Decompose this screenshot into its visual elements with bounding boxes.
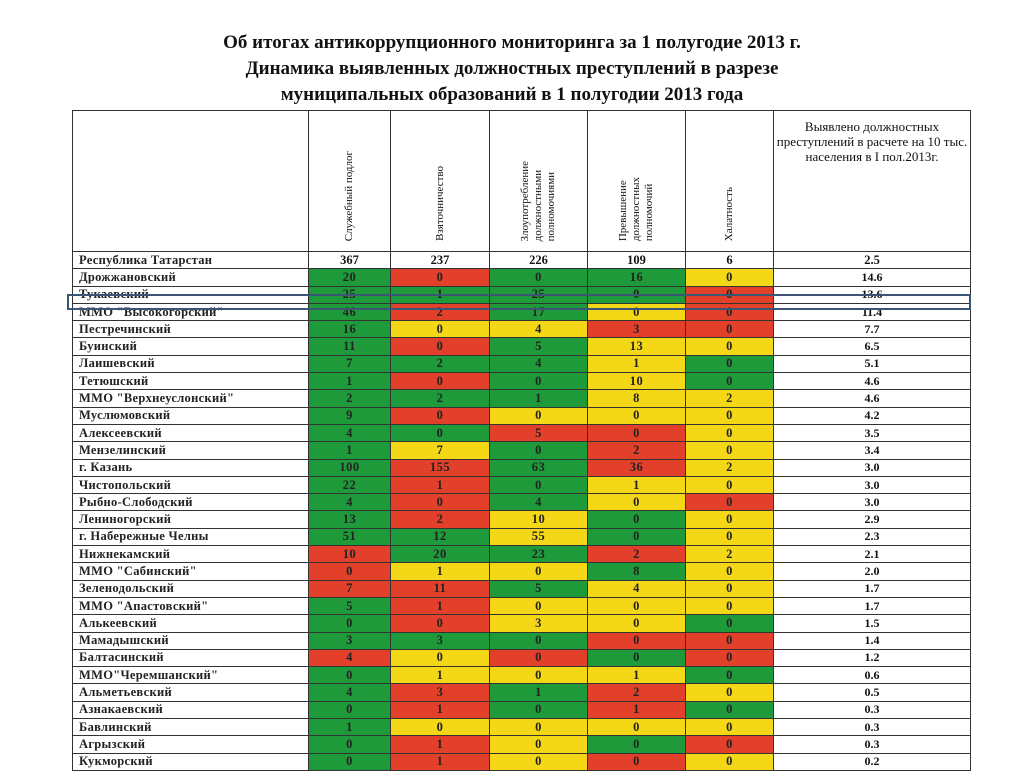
value-cell: 55 [490, 528, 588, 545]
value-cell: 0 [309, 753, 391, 770]
value-cell: 1 [588, 355, 686, 372]
municipality-name: Пестречинский [73, 321, 309, 338]
rate-cell: 1.7 [774, 580, 971, 597]
municipality-name: ММО "Сабинский" [73, 563, 309, 580]
municipality-name: ММО "Апастовский" [73, 597, 309, 614]
value-cell: 0 [490, 476, 588, 493]
municipality-name: ММО"Черемшанский" [73, 667, 309, 684]
value-cell: 1 [391, 476, 490, 493]
value-cell: 0 [309, 736, 391, 753]
value-cell: 0 [391, 719, 490, 736]
value-cell: 63 [490, 459, 588, 476]
table-row [73, 459, 971, 476]
value-cell: 13 [309, 511, 391, 528]
value-cell: 0 [490, 736, 588, 753]
rate-cell: 6.5 [774, 338, 971, 355]
value-cell: 0 [588, 736, 686, 753]
value-cell: 3 [588, 321, 686, 338]
table-row [73, 511, 971, 528]
value-cell: 0 [309, 701, 391, 718]
value-cell: 1 [309, 442, 391, 459]
value-cell: 5 [309, 597, 391, 614]
value-cell: 2 [309, 390, 391, 407]
municipality-name: Агрызский [73, 736, 309, 753]
value-cell: 0 [490, 667, 588, 684]
value-cell: 8 [588, 563, 686, 580]
value-cell: 0 [490, 701, 588, 718]
table-row [73, 563, 971, 580]
municipality-name: Нижнекамский [73, 546, 309, 563]
table-row [73, 442, 971, 459]
value-cell: 0 [686, 684, 774, 701]
rate-cell: 3.4 [774, 442, 971, 459]
municipality-name: Алькеевский [73, 615, 309, 632]
value-cell: 4 [309, 649, 391, 666]
value-cell: 5 [490, 338, 588, 355]
value-cell: 1 [391, 753, 490, 770]
value-cell: 0 [686, 580, 774, 597]
value-cell: 4 [490, 355, 588, 372]
value-cell: 2 [391, 390, 490, 407]
total-value: 367 [309, 252, 391, 269]
monitoring-table [72, 110, 971, 771]
table-row [73, 632, 971, 649]
rate-cell: 7.7 [774, 321, 971, 338]
value-cell: 0 [686, 321, 774, 338]
rate-cell: 2.0 [774, 563, 971, 580]
value-cell: 1 [391, 286, 490, 303]
table-row [73, 338, 971, 355]
value-cell: 0 [588, 753, 686, 770]
value-cell: 0 [686, 286, 774, 303]
table-row [73, 390, 971, 407]
value-cell: 0 [391, 338, 490, 355]
table-row [73, 407, 971, 424]
value-cell: 0 [391, 407, 490, 424]
value-cell: 3 [490, 615, 588, 632]
value-cell: 1 [391, 563, 490, 580]
value-cell: 2 [391, 303, 490, 320]
rate-cell: 3.0 [774, 459, 971, 476]
value-cell: 1 [588, 701, 686, 718]
value-cell: 0 [391, 649, 490, 666]
value-cell: 4 [588, 580, 686, 597]
value-cell: 0 [490, 649, 588, 666]
value-cell: 0 [588, 649, 686, 666]
value-cell: 1 [588, 476, 686, 493]
value-cell: 2 [588, 546, 686, 563]
value-cell: 7 [391, 442, 490, 459]
table-row [73, 580, 971, 597]
value-cell: 13 [588, 338, 686, 355]
value-cell: 0 [686, 563, 774, 580]
municipality-name: Мамадышский [73, 632, 309, 649]
value-cell: 7 [309, 355, 391, 372]
table-row [73, 649, 971, 666]
municipality-name: Лаишевский [73, 355, 309, 372]
municipality-name: ММО "Высокогорский" [73, 303, 309, 320]
value-cell: 0 [686, 528, 774, 545]
slide-title [60, 30, 964, 108]
value-cell: 0 [686, 373, 774, 390]
rate-cell: 5.1 [774, 355, 971, 372]
value-cell: 4 [309, 424, 391, 441]
value-cell: 0 [588, 303, 686, 320]
value-cell: 0 [686, 407, 774, 424]
value-cell: 0 [686, 719, 774, 736]
title-line-3: муниципальных образований в 1 полугодии 2013 года [280, 84, 744, 105]
rate-cell: 11.4 [774, 303, 971, 320]
value-cell: 0 [309, 667, 391, 684]
value-cell: 1 [391, 736, 490, 753]
header-municipality [73, 111, 309, 252]
municipality-name: Муслюмовский [73, 407, 309, 424]
municipality-name: Зеленодольский [73, 580, 309, 597]
rate-cell: 1.2 [774, 649, 971, 666]
municipality-name: Балтасинский [73, 649, 309, 666]
table-row [73, 476, 971, 493]
value-cell: 0 [686, 424, 774, 441]
value-cell: 1 [391, 597, 490, 614]
rate-cell: 1.7 [774, 597, 971, 614]
municipality-name: Алексеевский [73, 424, 309, 441]
value-cell: 51 [309, 528, 391, 545]
total-value: 6 [686, 252, 774, 269]
value-cell: 0 [686, 269, 774, 286]
table-row [73, 736, 971, 753]
value-cell: 0 [490, 563, 588, 580]
value-cell: 0 [391, 615, 490, 632]
rate-cell: 4.6 [774, 373, 971, 390]
value-cell: 0 [391, 424, 490, 441]
value-cell: 9 [309, 407, 391, 424]
value-cell: 0 [391, 494, 490, 511]
header-negligence: Халатность [686, 111, 774, 252]
value-cell: 4 [490, 494, 588, 511]
value-cell: 0 [490, 373, 588, 390]
value-cell: 25 [309, 286, 391, 303]
value-cell: 0 [588, 424, 686, 441]
table-row [73, 321, 971, 338]
value-cell: 0 [490, 407, 588, 424]
value-cell: 3 [391, 632, 490, 649]
value-cell: 0 [588, 615, 686, 632]
rate-cell: 4.2 [774, 407, 971, 424]
municipality-name: Бавлинский [73, 719, 309, 736]
value-cell: 0 [588, 286, 686, 303]
value-cell: 5 [490, 424, 588, 441]
municipality-name: Азнакаевский [73, 701, 309, 718]
value-cell: 16 [309, 321, 391, 338]
value-cell: 10 [588, 373, 686, 390]
value-cell: 1 [309, 373, 391, 390]
value-cell: 46 [309, 303, 391, 320]
value-cell: 0 [686, 615, 774, 632]
municipality-name: ММО "Верхнеуслонский" [73, 390, 309, 407]
value-cell: 0 [686, 511, 774, 528]
value-cell: 11 [391, 580, 490, 597]
rate-cell: 1.4 [774, 632, 971, 649]
value-cell: 0 [686, 736, 774, 753]
value-cell: 0 [391, 269, 490, 286]
value-cell: 0 [391, 321, 490, 338]
rate-cell: 2.1 [774, 546, 971, 563]
value-cell: 11 [309, 338, 391, 355]
header-abuse: Злоупотребление должностными полномочиями [490, 111, 588, 252]
value-cell: 2 [588, 684, 686, 701]
value-cell: 2 [391, 355, 490, 372]
value-cell: 17 [490, 303, 588, 320]
rate-cell: 14.6 [774, 269, 971, 286]
table-row [73, 424, 971, 441]
municipality-name: Чистопольский [73, 476, 309, 493]
value-cell: 20 [309, 269, 391, 286]
value-cell: 0 [588, 597, 686, 614]
table-row [73, 286, 971, 303]
municipality-name: г. Набережные Челны [73, 528, 309, 545]
value-cell: 0 [686, 355, 774, 372]
value-cell: 1 [490, 684, 588, 701]
value-cell: 1 [309, 719, 391, 736]
value-cell: 0 [686, 667, 774, 684]
header-rate: Выявлено должностных преступлений в расчете на 10 тыс. населения в I пол.2013г. [774, 111, 971, 252]
value-cell: 2 [686, 546, 774, 563]
rate-cell: 3.5 [774, 424, 971, 441]
table-row [73, 546, 971, 563]
total-name: Республика Татарстан [73, 252, 309, 269]
table-row [73, 719, 971, 736]
value-cell: 4 [490, 321, 588, 338]
header-bribery: Взяточничество [391, 111, 490, 252]
value-cell: 0 [391, 373, 490, 390]
rate-cell: 3.0 [774, 476, 971, 493]
total-rate: 2.5 [774, 252, 971, 269]
value-cell: 0 [686, 701, 774, 718]
value-cell: 0 [686, 632, 774, 649]
table-row [73, 528, 971, 545]
rate-cell: 4.6 [774, 390, 971, 407]
value-cell: 16 [588, 269, 686, 286]
value-cell: 5 [490, 580, 588, 597]
header-forgery: Служебный подлог [309, 111, 391, 252]
value-cell: 10 [490, 511, 588, 528]
value-cell: 20 [391, 546, 490, 563]
rate-cell: 0.6 [774, 667, 971, 684]
table-row [73, 494, 971, 511]
municipality-name: Тетюшский [73, 373, 309, 390]
header-exceeding: Превышение должностных полномочий [588, 111, 686, 252]
value-cell: 0 [686, 494, 774, 511]
value-cell: 2 [391, 511, 490, 528]
table-row [73, 355, 971, 372]
table-row [73, 269, 971, 286]
value-cell: 23 [490, 546, 588, 563]
value-cell: 0 [490, 269, 588, 286]
rate-cell: 3.0 [774, 494, 971, 511]
value-cell: 0 [490, 632, 588, 649]
value-cell: 0 [490, 442, 588, 459]
municipality-name: Дрожжановский [73, 269, 309, 286]
table-row [73, 373, 971, 390]
municipality-name: Лениногорский [73, 511, 309, 528]
value-cell: 2 [686, 459, 774, 476]
rate-cell: 1.5 [774, 615, 971, 632]
value-cell: 0 [686, 476, 774, 493]
municipality-name: Альметьевский [73, 684, 309, 701]
value-cell: 0 [588, 494, 686, 511]
rate-cell: 0.2 [774, 753, 971, 770]
value-cell: 1 [391, 701, 490, 718]
value-cell: 1 [391, 667, 490, 684]
value-cell: 8 [588, 390, 686, 407]
value-cell: 0 [309, 615, 391, 632]
table-row [73, 667, 971, 684]
value-cell: 0 [686, 338, 774, 355]
value-cell: 2 [686, 390, 774, 407]
rate-cell: 2.3 [774, 528, 971, 545]
value-cell: 0 [686, 303, 774, 320]
table-row [73, 684, 971, 701]
value-cell: 0 [686, 597, 774, 614]
table-row [73, 615, 971, 632]
value-cell: 0 [490, 597, 588, 614]
value-cell: 0 [588, 719, 686, 736]
municipality-name: Кукморский [73, 753, 309, 770]
value-cell: 1 [490, 390, 588, 407]
municipality-name: Рыбно-Слободский [73, 494, 309, 511]
table-row [73, 597, 971, 614]
value-cell: 22 [309, 476, 391, 493]
value-cell: 100 [309, 459, 391, 476]
value-cell: 36 [588, 459, 686, 476]
value-cell: 0 [686, 753, 774, 770]
title-line-1: Об итогах антикоррупционного мониторинга за 1 полугодие 2013 г. [223, 32, 801, 53]
value-cell: 10 [309, 546, 391, 563]
value-cell: 0 [588, 632, 686, 649]
municipality-name: г. Казань [73, 459, 309, 476]
municipality-name: Буинский [73, 338, 309, 355]
value-cell: 0 [490, 753, 588, 770]
municipality-name: Мензелинский [73, 442, 309, 459]
total-value: 237 [391, 252, 490, 269]
table-row [73, 303, 971, 320]
rate-cell: 13.6 [774, 286, 971, 303]
header-row [73, 111, 971, 252]
rate-cell: 0.3 [774, 736, 971, 753]
municipality-name: Тукаевский [73, 286, 309, 303]
value-cell: 0 [588, 407, 686, 424]
value-cell: 3 [391, 684, 490, 701]
rate-cell: 2.9 [774, 511, 971, 528]
value-cell: 0 [490, 719, 588, 736]
rate-cell: 0.3 [774, 701, 971, 718]
value-cell: 1 [588, 667, 686, 684]
total-value: 109 [588, 252, 686, 269]
value-cell: 12 [391, 528, 490, 545]
value-cell: 0 [588, 511, 686, 528]
value-cell: 0 [686, 649, 774, 666]
value-cell: 2 [588, 442, 686, 459]
total-row [73, 252, 971, 269]
total-value: 226 [490, 252, 588, 269]
table-row [73, 701, 971, 718]
value-cell: 3 [309, 632, 391, 649]
value-cell: 155 [391, 459, 490, 476]
title-line-2: Динамика выявленных должностных преступлений в разрезе [245, 58, 779, 79]
rate-cell: 0.3 [774, 719, 971, 736]
value-cell: 0 [588, 528, 686, 545]
rate-cell: 0.5 [774, 684, 971, 701]
value-cell: 0 [686, 442, 774, 459]
value-cell: 25 [490, 286, 588, 303]
value-cell: 0 [309, 563, 391, 580]
value-cell: 7 [309, 580, 391, 597]
value-cell: 4 [309, 684, 391, 701]
value-cell: 4 [309, 494, 391, 511]
